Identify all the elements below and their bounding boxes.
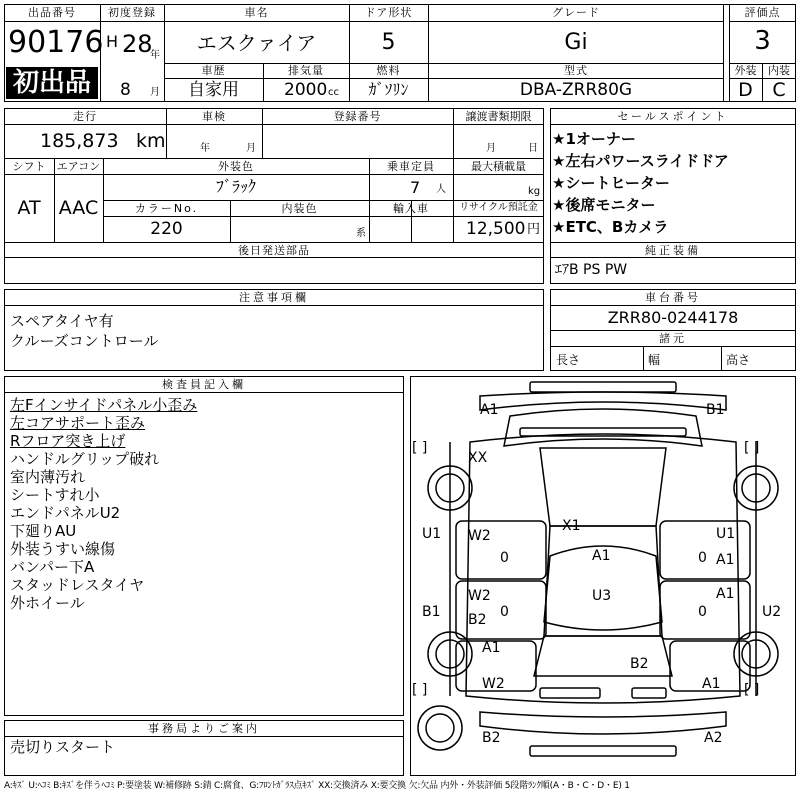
recycle-label: リサイクル預託金 [459, 202, 538, 213]
bracket-rear-right: [ ] [744, 682, 760, 698]
office-label: 事務局よりご案内 [148, 722, 260, 735]
sales-points-label: セールスポイント [617, 110, 729, 123]
mileage: 185,873 [40, 130, 119, 152]
sales-point-item: ★左右パワースライドドア [552, 152, 729, 170]
bracket-front-left: [ ] [412, 440, 428, 456]
inspector-line: 左Fインサイドパネル小歪み [10, 396, 198, 414]
reg-label: 初度登録 [108, 6, 156, 19]
genuine-value: ｴｱB PS PW [555, 262, 628, 278]
door-mark-2: 0 [500, 604, 509, 620]
first-listing-badge: 初出品 [6, 67, 98, 99]
caution-line: クルーズコントロール [10, 332, 159, 350]
inspector-line: 左コアサポート歪み [10, 414, 146, 432]
legend-text: A:ｷｽﾞ U:ﾍｺﾐ B:ｷｽﾞを伴うﾍｺﾐ P:要塗装 W:補修跡 S:錆 C:腐食、G:ﾌﾛﾝﾄｶﾞﾗｽ点ｷｽﾞ XX:交換済み X:要交換 欠:欠品 内外・外装評価 5段階ﾗﾝｸ順(A・B・C・D・E) 1 [4, 781, 630, 791]
insp-month-unit: 月 [246, 143, 256, 154]
caution-line: スペアタイヤ有 [10, 312, 114, 330]
plate-label: 登録番号 [333, 110, 382, 123]
mark-left-sill: B1 [422, 604, 441, 620]
mark-roof-front: A1 [592, 548, 611, 564]
car-name-label: 車名 [244, 6, 269, 19]
fuel-label: 燃料 [376, 64, 401, 77]
door-label: ドア形状 [364, 6, 413, 19]
chassis-value: ZRR80-0244178 [607, 308, 739, 327]
caution-list [10, 311, 159, 351]
mark-left-front-fender: U1 [422, 526, 442, 542]
model-label: 型式 [564, 64, 588, 77]
insp-year-unit: 年 [200, 143, 210, 154]
inspector-line: ハンドルグリップ破れ [10, 450, 160, 468]
shift: AT [17, 197, 41, 219]
sales-point-item: ★ETC、Bカメラ [552, 218, 669, 236]
inspector-list [10, 396, 197, 612]
inspector-line: 外ホイール [10, 594, 85, 612]
inspector-label: 検査員記入欄 [162, 378, 246, 391]
displacement: 2000 [284, 80, 328, 100]
later-parts-label: 後日発送部品 [238, 244, 310, 257]
mark-left-rear-fender: A1 [482, 640, 501, 656]
int-score: C [772, 79, 786, 101]
color-no: 220 [150, 219, 183, 239]
inspector-line: 室内薄汚れ [10, 468, 86, 486]
genuine-label: 純正装備 [645, 244, 701, 257]
sales-point-item: ★後席モニター [552, 196, 656, 214]
door-mark-1: 0 [500, 550, 509, 566]
length-label: 長さ [556, 353, 581, 367]
mark-left-rear-fender-2: W2 [482, 676, 505, 692]
sales-points-list [552, 128, 796, 238]
mark-right-rear-door: A1 [716, 586, 735, 602]
seats: 7 [410, 178, 421, 197]
mark-rear-left: B2 [482, 730, 501, 746]
inspector-line: 下廻りAU [10, 522, 77, 540]
height-label: 高さ [726, 353, 751, 367]
score-label: 評価点 [744, 6, 781, 19]
inspection-label: 車検 [202, 110, 226, 123]
ext-score: D [738, 79, 753, 101]
sales-point-item: ★シートヒーター [552, 174, 670, 192]
transfer-label: 譲渡書類期限 [465, 110, 532, 123]
recycle-unit: 円 [527, 222, 541, 237]
ext-label: 外装 [734, 64, 757, 77]
int-label: 内装 [768, 64, 790, 77]
color-no-label: カラーNo. [134, 202, 199, 215]
ext-color-label: 外装色 [218, 160, 254, 173]
lot-number: 90176 [8, 25, 104, 60]
mark-bonnet: XX [468, 450, 488, 466]
car-damage-diagram [410, 376, 796, 776]
lot-label: 出品番号 [28, 6, 76, 19]
mark-right-rear-panel: U2 [762, 604, 782, 620]
disp-unit: cc [328, 87, 339, 98]
score: 3 [754, 26, 771, 56]
era: H [106, 32, 119, 51]
chassis-label: 車台番号 [645, 291, 701, 304]
fuel: ｶﾞｿﾘﾝ [368, 80, 409, 99]
seats-unit: 人 [436, 184, 446, 195]
recycle: 12,500 [466, 219, 526, 239]
import-label: 輸入車 [393, 202, 429, 215]
reg-month: 8 [120, 80, 131, 100]
car-name: エスクァイア [196, 31, 317, 55]
inspector-line: Rフロア突き上げ [10, 432, 126, 450]
grade: Gi [564, 30, 588, 55]
mark-right-front-fender: U1 [716, 526, 736, 542]
inspector-line: 外装うすい線傷 [10, 540, 116, 558]
reg-year: 28 [122, 30, 153, 58]
seats-label: 乗車定員 [387, 160, 435, 173]
doors: 5 [381, 30, 396, 55]
mileage-unit: km [136, 130, 166, 152]
transfer-month-unit: 月 [486, 143, 496, 154]
year-unit: 年 [150, 50, 160, 61]
inspector-line: スタッドレスタイヤ [10, 576, 145, 594]
bracket-front-right: [ ] [744, 440, 760, 456]
mark-front-left: A1 [480, 402, 499, 418]
inspector-line: エンドパネルU2 [10, 504, 121, 522]
mark-left-rear-door-2: B2 [468, 612, 487, 628]
mark-roof-rear: U3 [592, 588, 612, 604]
history-label: 車歴 [201, 64, 226, 77]
ext-color: ﾌﾞﾗｯｸ [215, 177, 256, 196]
inspector-line: バンパー下A [10, 558, 95, 576]
mark-rear-glass: B2 [630, 656, 649, 672]
int-color-label: 内装色 [281, 202, 318, 215]
ac: AAC [58, 197, 99, 219]
mark-left-rear-door: W2 [468, 588, 491, 604]
bracket-rear-left: [ ] [412, 682, 428, 698]
int-color-unit: 系 [356, 228, 366, 239]
sales-point-item: ★1オーナー [552, 130, 636, 148]
caution-label: 注意事項欄 [239, 291, 309, 304]
shift-label: シフト [12, 160, 46, 173]
dims-label: 諸元 [659, 332, 687, 345]
history: 自家用 [188, 80, 239, 100]
office-text: 売切りスタート [10, 738, 116, 756]
grade-label: グレード [552, 6, 600, 19]
door-mark-3: 0 [698, 550, 707, 566]
load-label: 最大積載量 [471, 160, 526, 173]
ac-label: エアコン [56, 160, 101, 173]
model: DBA-ZRR80G [519, 80, 633, 100]
inspector-line: シートすれ小 [10, 486, 100, 504]
transfer-day-unit: 日 [528, 143, 538, 154]
mark-right-rear-fender: A1 [702, 676, 721, 692]
load-unit: kg [528, 186, 541, 197]
disp-label: 排気量 [288, 64, 324, 77]
width-label: 幅 [648, 353, 661, 367]
mark-windshield: X1 [562, 518, 581, 534]
mileage-label: 走行 [73, 110, 97, 123]
mark-left-front-door: W2 [468, 528, 491, 544]
mark-right-front-door: A1 [716, 552, 735, 568]
mark-rear-right: A2 [704, 730, 723, 746]
mark-front-right: B1 [706, 402, 725, 418]
door-mark-4: 0 [698, 604, 707, 620]
month-unit: 月 [150, 87, 160, 98]
